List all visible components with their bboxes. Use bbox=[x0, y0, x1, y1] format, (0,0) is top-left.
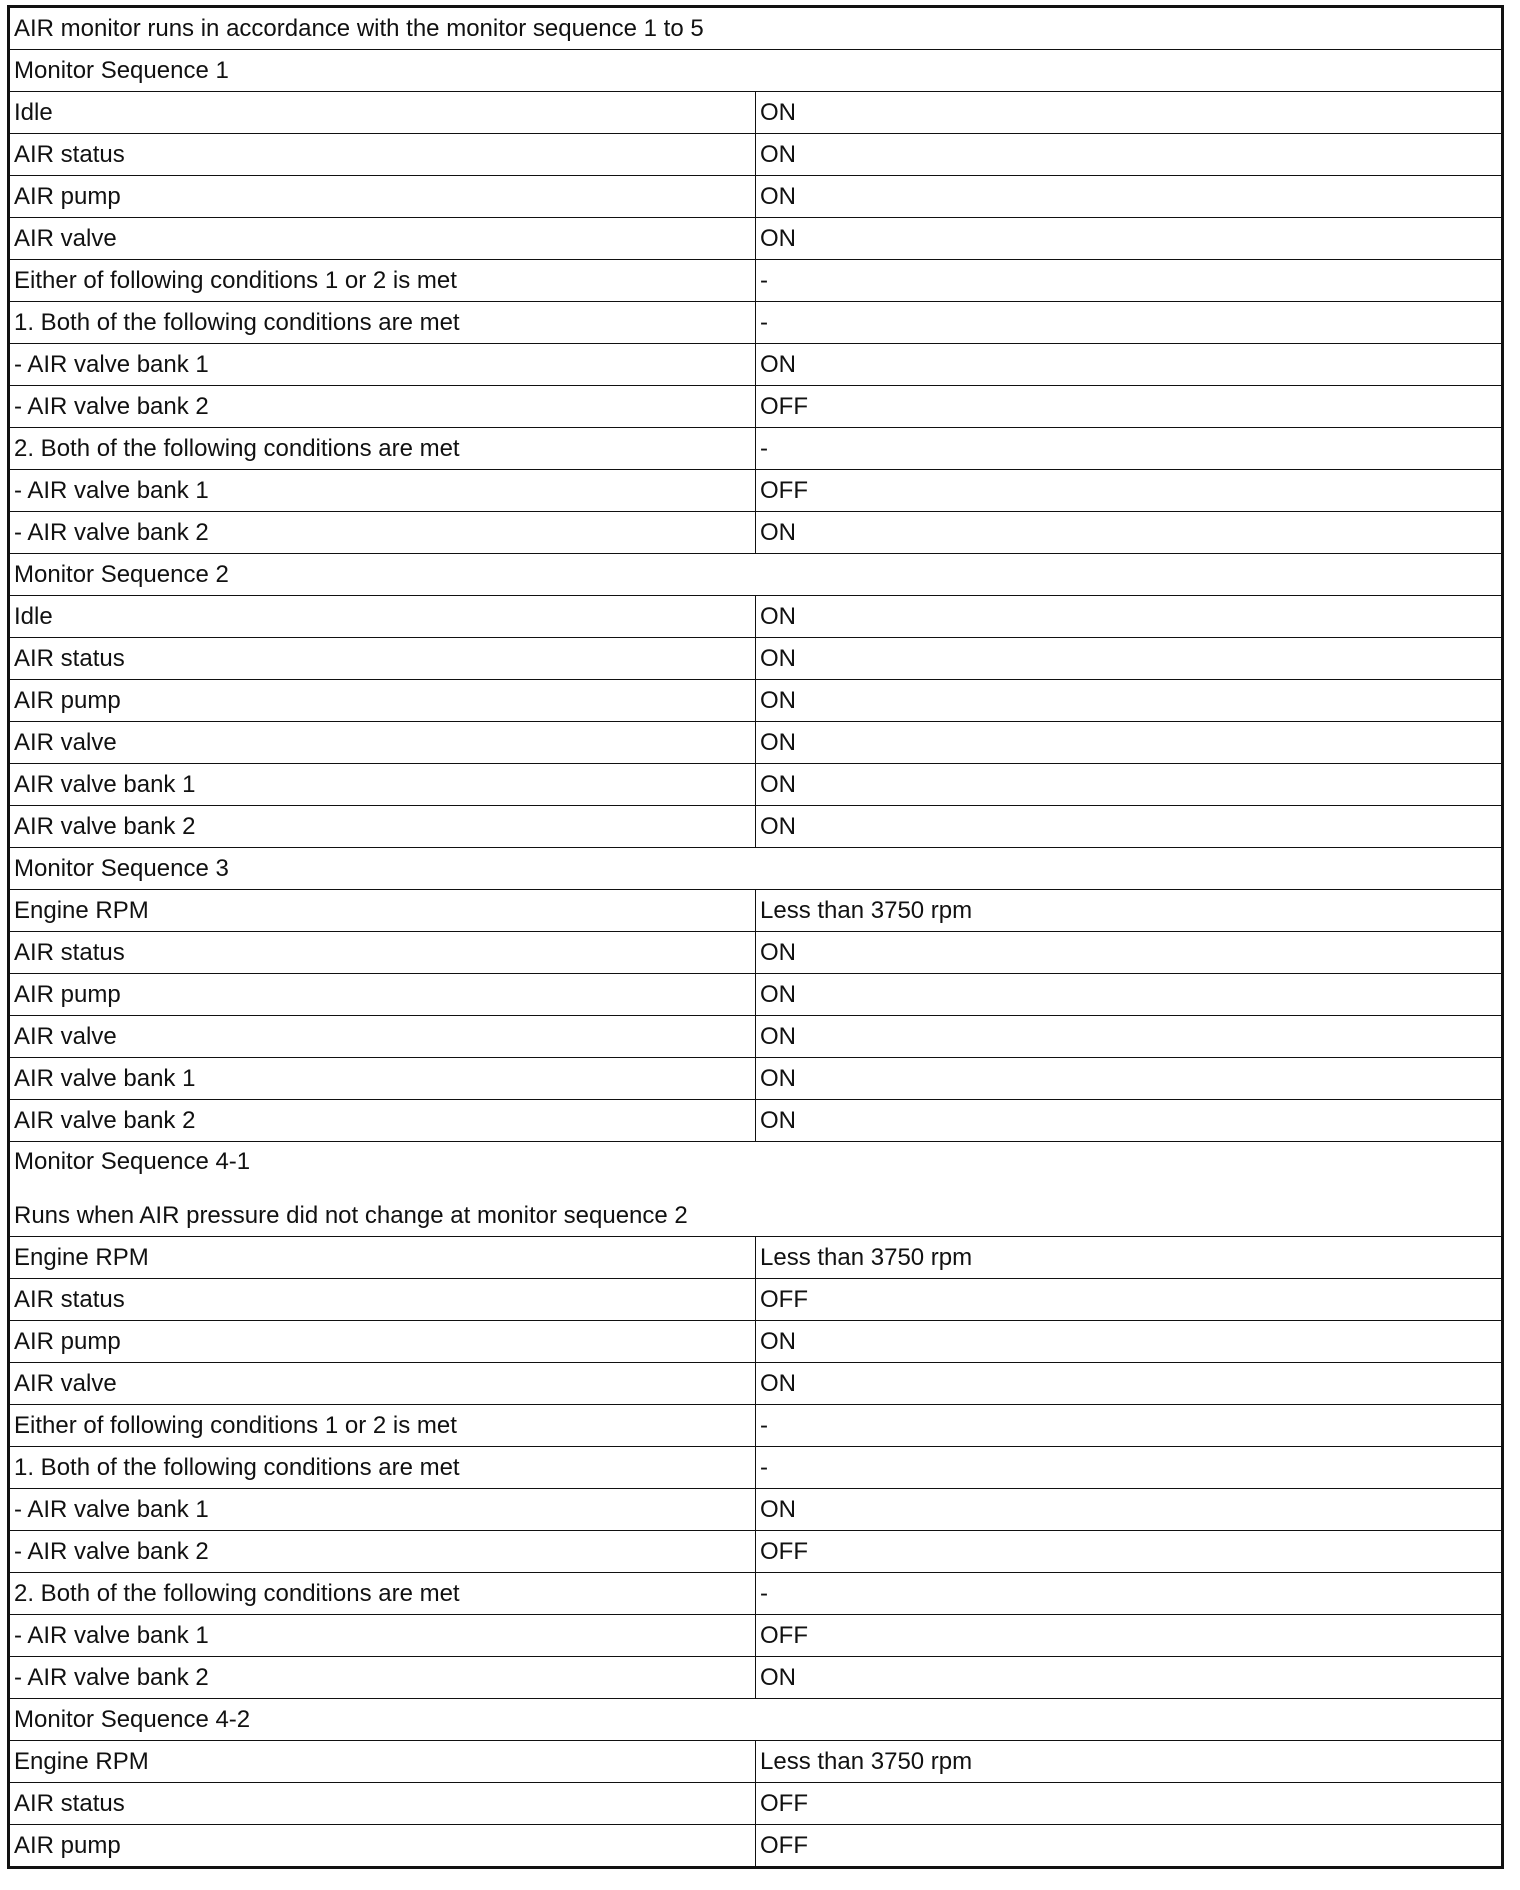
table-row bbox=[9, 512, 1503, 554]
condition-value: ON bbox=[756, 1016, 1503, 1058]
condition-value: ON bbox=[756, 176, 1503, 218]
condition-value: ON bbox=[756, 1100, 1503, 1142]
condition-label: 2. Both of the following conditions are met bbox=[9, 1573, 756, 1615]
condition-value: OFF bbox=[756, 1825, 1503, 1868]
condition-value: ON bbox=[756, 1657, 1503, 1699]
condition-label: - AIR valve bank 1 bbox=[9, 344, 756, 386]
condition-label: Idle bbox=[9, 92, 756, 134]
condition-label: AIR valve bank 1 bbox=[9, 1058, 756, 1100]
table-row bbox=[9, 764, 1503, 806]
condition-label: AIR pump bbox=[9, 680, 756, 722]
condition-label: AIR pump bbox=[9, 1825, 756, 1868]
section-header-label: Monitor Sequence 3 bbox=[14, 854, 229, 882]
table-row bbox=[9, 1489, 1503, 1531]
section-header-row bbox=[9, 554, 1503, 596]
table-row bbox=[9, 974, 1503, 1016]
table-row bbox=[9, 1573, 1503, 1615]
table-row bbox=[9, 1363, 1503, 1405]
table-row bbox=[9, 176, 1503, 218]
section-header bbox=[9, 1142, 1503, 1237]
table-row bbox=[9, 680, 1503, 722]
condition-label: AIR status bbox=[9, 1279, 756, 1321]
section-header-label: Monitor Sequence 1 bbox=[14, 56, 229, 84]
condition-value: ON bbox=[756, 512, 1503, 554]
condition-label: AIR valve bbox=[9, 218, 756, 260]
table-row bbox=[9, 806, 1503, 848]
table-title: AIR monitor runs in accordance with the monitor sequence 1 to 5 bbox=[9, 7, 1503, 50]
condition-label: - AIR valve bank 2 bbox=[9, 386, 756, 428]
table-row bbox=[9, 1615, 1503, 1657]
condition-value: OFF bbox=[756, 1279, 1503, 1321]
table-row bbox=[9, 890, 1503, 932]
table-body bbox=[9, 7, 1503, 1868]
table-row bbox=[9, 1100, 1503, 1142]
table-row bbox=[9, 722, 1503, 764]
condition-value: ON bbox=[756, 932, 1503, 974]
table-row bbox=[9, 1058, 1503, 1100]
condition-value: ON bbox=[756, 1321, 1503, 1363]
condition-value: OFF bbox=[756, 1783, 1503, 1825]
section-header-row bbox=[9, 1142, 1503, 1237]
monitor-sequence-table bbox=[7, 5, 1504, 1869]
table-row bbox=[9, 260, 1503, 302]
table-row bbox=[9, 1783, 1503, 1825]
table-row bbox=[9, 596, 1503, 638]
condition-label: AIR status bbox=[9, 1783, 756, 1825]
section-header-row bbox=[9, 848, 1503, 890]
condition-value: ON bbox=[756, 974, 1503, 1016]
section-header bbox=[9, 50, 1503, 92]
table-row bbox=[9, 1741, 1503, 1783]
table-row bbox=[9, 1237, 1503, 1279]
condition-label: AIR status bbox=[9, 134, 756, 176]
condition-label: AIR valve bank 2 bbox=[9, 1100, 756, 1142]
condition-label: 2. Both of the following conditions are met bbox=[9, 428, 756, 470]
condition-label: AIR valve bank 2 bbox=[9, 806, 756, 848]
condition-value: - bbox=[756, 428, 1503, 470]
condition-label: Idle bbox=[9, 596, 756, 638]
condition-value: ON bbox=[756, 764, 1503, 806]
condition-label: AIR valve bbox=[9, 722, 756, 764]
table-row bbox=[9, 1657, 1503, 1699]
condition-value: ON bbox=[756, 134, 1503, 176]
table-row bbox=[9, 428, 1503, 470]
condition-value: ON bbox=[756, 344, 1503, 386]
condition-value: ON bbox=[756, 1058, 1503, 1100]
table-row bbox=[9, 1016, 1503, 1058]
section-header bbox=[9, 848, 1503, 890]
table-row bbox=[9, 1279, 1503, 1321]
condition-label: AIR valve bbox=[9, 1363, 756, 1405]
condition-label: - AIR valve bank 2 bbox=[9, 1657, 756, 1699]
condition-label: Engine RPM bbox=[9, 1741, 756, 1783]
condition-value: Less than 3750 rpm bbox=[756, 1741, 1503, 1783]
condition-value: ON bbox=[756, 722, 1503, 764]
table-row bbox=[9, 1321, 1503, 1363]
section-header-label: Monitor Sequence 4-1 bbox=[14, 1148, 251, 1175]
condition-label: - AIR valve bank 1 bbox=[9, 1615, 756, 1657]
condition-label: Either of following conditions 1 or 2 is met bbox=[9, 260, 756, 302]
table-row bbox=[9, 1531, 1503, 1573]
condition-label: - AIR valve bank 2 bbox=[9, 512, 756, 554]
condition-value: Less than 3750 rpm bbox=[756, 890, 1503, 932]
table-row bbox=[9, 470, 1503, 512]
section-header-label: Monitor Sequence 4-2 bbox=[14, 1705, 251, 1733]
condition-value: - bbox=[756, 302, 1503, 344]
condition-label: Engine RPM bbox=[9, 890, 756, 932]
table-row bbox=[9, 1825, 1503, 1868]
condition-value: ON bbox=[756, 596, 1503, 638]
condition-label: AIR status bbox=[9, 638, 756, 680]
table-row bbox=[9, 344, 1503, 386]
table-row bbox=[9, 134, 1503, 176]
condition-label: AIR pump bbox=[9, 1321, 756, 1363]
condition-value: - bbox=[756, 260, 1503, 302]
table-row bbox=[9, 1447, 1503, 1489]
condition-label: AIR valve bank 1 bbox=[9, 764, 756, 806]
table-row bbox=[9, 638, 1503, 680]
condition-value: - bbox=[756, 1573, 1503, 1615]
condition-label: - AIR valve bank 2 bbox=[9, 1531, 756, 1573]
condition-value: ON bbox=[756, 1363, 1503, 1405]
section-header bbox=[9, 554, 1503, 596]
condition-label: AIR status bbox=[9, 932, 756, 974]
table-row bbox=[9, 932, 1503, 974]
condition-value: OFF bbox=[756, 1531, 1503, 1573]
section-header bbox=[9, 1699, 1503, 1741]
condition-value: ON bbox=[756, 806, 1503, 848]
condition-label: Either of following conditions 1 or 2 is met bbox=[9, 1405, 756, 1447]
condition-value: ON bbox=[756, 92, 1503, 134]
condition-label: 1. Both of the following conditions are met bbox=[9, 1447, 756, 1489]
condition-value: OFF bbox=[756, 386, 1503, 428]
condition-label: AIR valve bbox=[9, 1016, 756, 1058]
section-header-note: Runs when AIR pressure did not change at monitor sequence 2 bbox=[14, 1202, 688, 1229]
table-row bbox=[9, 386, 1503, 428]
condition-value: OFF bbox=[756, 470, 1503, 512]
condition-label: AIR pump bbox=[9, 974, 756, 1016]
table-row bbox=[9, 92, 1503, 134]
condition-value: ON bbox=[756, 218, 1503, 260]
condition-value: ON bbox=[756, 680, 1503, 722]
section-header-row bbox=[9, 1699, 1503, 1741]
condition-value: - bbox=[756, 1447, 1503, 1489]
table-row bbox=[9, 302, 1503, 344]
condition-label: - AIR valve bank 1 bbox=[9, 1489, 756, 1531]
section-header-label: Monitor Sequence 2 bbox=[14, 560, 229, 588]
condition-value: ON bbox=[756, 1489, 1503, 1531]
table-row bbox=[9, 1405, 1503, 1447]
table-title-row bbox=[9, 7, 1503, 50]
table-row bbox=[9, 218, 1503, 260]
condition-label: - AIR valve bank 1 bbox=[9, 470, 756, 512]
condition-label: 1. Both of the following conditions are met bbox=[9, 302, 756, 344]
condition-value: ON bbox=[756, 638, 1503, 680]
condition-value: - bbox=[756, 1405, 1503, 1447]
condition-label: AIR pump bbox=[9, 176, 756, 218]
condition-value: Less than 3750 rpm bbox=[756, 1237, 1503, 1279]
condition-label: Engine RPM bbox=[9, 1237, 756, 1279]
section-header-row bbox=[9, 50, 1503, 92]
condition-value: OFF bbox=[756, 1615, 1503, 1657]
